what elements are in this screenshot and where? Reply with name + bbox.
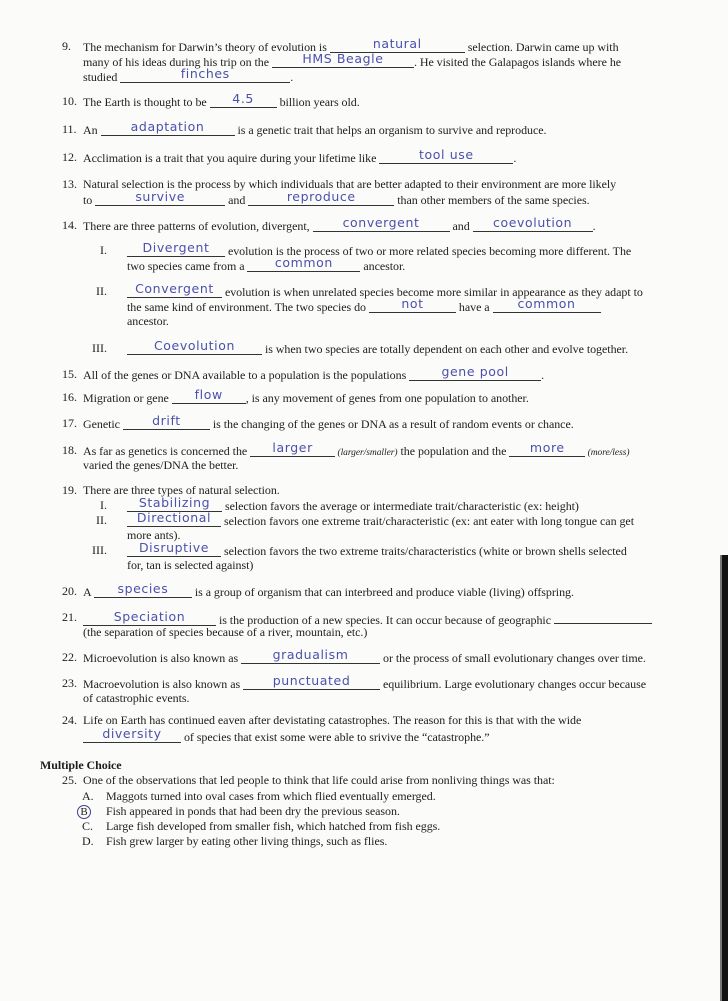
handwritten-answer: natural <box>372 36 422 51</box>
question-line <box>83 673 647 692</box>
question-number: 12. <box>62 150 77 164</box>
handwritten-answer: HMS Beagle <box>302 51 384 66</box>
question-number: 25. <box>62 773 77 787</box>
handwritten-answer: drift <box>152 413 181 428</box>
question-text: ancestor. <box>360 259 406 273</box>
question-text: Genetic <box>83 417 123 431</box>
handwritten-answer: coevolution <box>493 215 573 230</box>
selected-answer-label <box>79 804 91 819</box>
question-text: and <box>449 219 473 233</box>
question-text: many of his ideas during his trip on the <box>83 55 272 69</box>
answer-blank[interactable] <box>243 673 380 690</box>
handwritten-answer: larger <box>272 440 313 455</box>
question-line <box>106 804 400 819</box>
question-text: the population and the <box>397 444 510 458</box>
handwritten-answer: diversity <box>102 726 162 741</box>
answer-blank[interactable] <box>241 647 380 664</box>
question-text: One of the observations that led people to think that life could arise from nonliving things was that: <box>83 773 555 787</box>
question-number: 14. <box>62 218 77 232</box>
question-number: 10. <box>62 94 77 108</box>
question-text: (the separation of species because of a river, mountain, etc.) <box>83 625 368 639</box>
handwritten-answer: tool use <box>419 147 474 162</box>
answer-blank[interactable] <box>509 440 585 457</box>
question-text: Life on Earth has continued eaven after devistating catastrophes. The reason for this is that with the wide <box>83 713 582 727</box>
answer-blank[interactable] <box>172 387 246 404</box>
question-line <box>127 338 629 357</box>
question-text: is the changing of the genes or DNA as a result of random events or chance. <box>209 417 574 431</box>
question-text: The mechanism for Darwin’s theory of evolution is <box>83 40 330 54</box>
handwritten-answer: punctuated <box>272 673 351 688</box>
answer-blank[interactable] <box>83 609 216 626</box>
question-text: Multiple Choice <box>40 758 122 772</box>
question-text: . <box>513 151 517 165</box>
question-text: . He visited the Galapagos islands where he <box>413 55 622 69</box>
question-number: II. <box>96 284 107 298</box>
question-number: 20. <box>62 584 77 598</box>
question-text: All of the genes or DNA available to a population is the populations <box>83 368 410 382</box>
question-line <box>83 413 574 432</box>
question-text: Large fish developed from smaller fish, which hatched from fish eggs. <box>106 819 441 833</box>
question-line <box>83 66 294 85</box>
handwritten-answer: reproduce <box>286 189 356 204</box>
handwritten-answer: flow <box>194 387 223 402</box>
question-number: 11. <box>62 122 77 136</box>
question-number: I. <box>100 498 107 512</box>
question-text: Microevolution is also known as <box>83 651 242 665</box>
question-line <box>106 789 436 804</box>
answer-blank[interactable] <box>369 296 456 313</box>
question-line <box>83 215 596 234</box>
question-number: 19. <box>62 483 77 497</box>
question-text: There are three types of natural selection. <box>83 483 280 497</box>
question-text: is the production of a new species. It can occur because of geographic <box>216 613 554 627</box>
answer-blank[interactable] <box>101 119 235 136</box>
question-line <box>127 240 632 259</box>
question-text: Maggots turned into oval cases from which flied eventually emerged. <box>106 789 436 803</box>
handwritten-answer: species <box>117 581 169 596</box>
answer-blank[interactable] <box>127 510 221 527</box>
question-text: more ants). <box>127 528 181 542</box>
question-line <box>127 510 634 529</box>
answer-blank[interactable] <box>210 91 277 108</box>
question-text: to <box>83 193 96 207</box>
handwritten-answer: 4.5 <box>232 91 254 106</box>
question-text: ancestor. <box>127 314 169 328</box>
question-text: An <box>83 123 101 137</box>
handwritten-answer: adaptation <box>130 119 205 134</box>
answer-blank[interactable] <box>409 364 541 381</box>
circled-choice: B <box>77 805 91 819</box>
question-text: is a genetic trait that helps an organism to survive and reproduce. <box>234 123 547 137</box>
question-text: the same kind of environment. The two species do <box>127 300 369 314</box>
question-line <box>83 364 545 383</box>
question-text: equilibrium. Large evolutionary changes occur because <box>380 677 647 691</box>
question-text: evolution is when unrelated species become more similar in appearance as they adapt to <box>222 285 643 299</box>
answer-blank[interactable] <box>379 147 513 164</box>
handwritten-answer: Speciation <box>113 609 186 624</box>
question-text: selection favors one extreme trait/characteristic (ex: ant eater with long tongue can get <box>221 514 634 528</box>
question-number: I. <box>100 243 107 257</box>
question-number: 24. <box>62 713 77 727</box>
question-text: Fish appeared in ponds that had been dry the previous season. <box>106 804 400 818</box>
question-text: As far as genetics is concerned the <box>83 444 251 458</box>
answer-blank[interactable] <box>95 189 225 206</box>
question-text: or the process of small evolutionary changes over time. <box>380 651 646 665</box>
answer-blank[interactable] <box>83 726 181 743</box>
question-number: 23. <box>62 676 77 690</box>
question-number: A. <box>82 789 94 803</box>
question-text: is a group of organism that can interbreed and produce viable (living) offspring. <box>191 585 574 599</box>
question-number: 22. <box>62 650 77 664</box>
question-line <box>106 834 387 849</box>
handwritten-answer: finches <box>180 66 230 81</box>
question-line <box>83 51 622 70</box>
question-text: . <box>541 368 545 382</box>
question-number: III. <box>92 543 107 557</box>
question-text: A <box>83 585 94 599</box>
question-text: . <box>290 70 294 84</box>
scan-edge <box>722 555 728 1001</box>
handwritten-answer: common <box>274 255 333 270</box>
question-text: Migration or gene <box>83 391 172 405</box>
question-text: Acclimation is a trait that you aquire during your lifetime like <box>83 151 380 165</box>
question-number: 13. <box>62 177 77 191</box>
question-text: of catastrophic events. <box>83 691 190 705</box>
answer-blank[interactable] <box>473 215 593 232</box>
question-text: evolution is the process of two or more related species becoming more different. The <box>225 244 632 258</box>
handwritten-answer: gene pool <box>441 364 509 379</box>
question-number: 16. <box>62 390 77 404</box>
question-number: C. <box>82 819 94 833</box>
answer-blank[interactable] <box>127 240 225 257</box>
handwritten-answer: more <box>529 440 565 455</box>
question-line <box>127 540 627 559</box>
question-text: than other members of the same species. <box>394 193 590 207</box>
handwritten-answer: not <box>401 296 424 311</box>
question-text: two species came from a <box>127 259 248 273</box>
answer-blank[interactable] <box>127 281 222 298</box>
question-line <box>83 691 189 706</box>
question-line <box>127 558 253 573</box>
answer-blank[interactable] <box>127 540 221 557</box>
question-line <box>127 314 169 329</box>
question-text: studied <box>83 70 121 84</box>
question-line <box>83 581 574 600</box>
handwritten-answer: Directional <box>136 510 212 525</box>
question-text: of species that exist some were able to srivive the “catastrophe.” <box>181 730 490 744</box>
answer-blank[interactable] <box>94 581 192 598</box>
handwritten-answer: Stabilizing <box>138 495 211 510</box>
question-text: Macroevolution is also known as <box>83 677 244 691</box>
question-text: selection favors the average or intermediate trait/characteristic (ex: height) <box>222 499 579 513</box>
question-line <box>83 773 555 788</box>
handwritten-answer: Disruptive <box>138 540 210 555</box>
question-text: There are three patterns of evolution, divergent, <box>83 219 313 233</box>
question-line <box>83 147 517 166</box>
question-text: for, tan is selected against) <box>127 558 254 572</box>
question-text: is when two species are totally dependent on each other and evolve together. <box>262 342 629 356</box>
question-text: The Earth is thought to be <box>83 95 210 109</box>
handwritten-answer: convergent <box>342 215 420 230</box>
question-number: 15. <box>62 367 77 381</box>
answer-blank[interactable] <box>250 440 335 457</box>
answer-blank[interactable] <box>554 610 652 624</box>
handwritten-answer: Divergent <box>142 240 210 255</box>
question-line <box>83 726 490 745</box>
question-text: . <box>592 219 596 233</box>
question-text: , is any movement of genes from one population to another. <box>245 391 529 405</box>
question-line <box>83 458 238 473</box>
question-text: varied the genes/DNA the better. <box>83 458 239 472</box>
question-number: 9. <box>62 39 71 53</box>
question-line <box>106 819 440 834</box>
question-text: selection. Darwin came up with <box>464 40 619 54</box>
question-text: have a <box>455 300 493 314</box>
answer-blank[interactable] <box>272 51 414 68</box>
handwritten-answer: Convergent <box>135 281 214 296</box>
question-line <box>127 255 406 274</box>
section-heading <box>40 758 122 773</box>
answer-blank[interactable] <box>120 66 290 83</box>
question-line <box>83 647 646 666</box>
question-number: 17. <box>62 416 77 430</box>
answer-blank[interactable] <box>123 413 210 430</box>
answer-blank[interactable] <box>313 215 450 232</box>
question-text: selection favors the two extreme traits/characteristics (white or brown shells selected <box>221 544 627 558</box>
question-number: 18. <box>62 443 77 457</box>
question-text: billion years old. <box>276 95 360 109</box>
handwritten-answer: gradualism <box>272 647 349 662</box>
question-line <box>83 387 529 406</box>
question-line <box>83 189 590 208</box>
handwritten-answer: survive <box>135 189 186 204</box>
question-line <box>83 119 547 138</box>
question-number: D. <box>82 834 94 848</box>
answer-blank[interactable] <box>248 189 394 206</box>
question-line <box>83 625 367 640</box>
hint-text: (larger/smaller) <box>335 448 398 458</box>
question-line <box>127 296 601 315</box>
question-number: 21. <box>62 610 77 624</box>
question-text: and <box>225 193 249 207</box>
answer-blank[interactable] <box>127 338 262 355</box>
question-text: Natural selection is the process by which individuals that are better adapted to their environment are more likely <box>83 177 617 191</box>
question-number: II. <box>96 513 107 527</box>
answer-blank[interactable] <box>247 255 360 272</box>
handwritten-answer: Coevolution <box>153 338 236 353</box>
question-text: Fish grew larger by eating other living things, such as flies. <box>106 834 388 848</box>
handwritten-answer: common <box>517 296 576 311</box>
question-number: III. <box>92 341 107 355</box>
question-line <box>83 91 360 110</box>
hint-text: (more/less) <box>585 448 630 458</box>
answer-blank[interactable] <box>493 296 601 313</box>
